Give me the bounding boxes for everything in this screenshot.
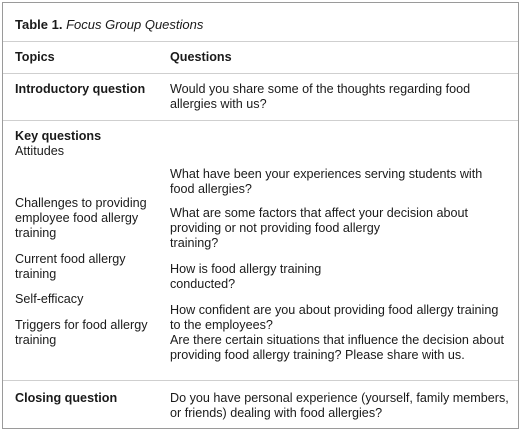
topic-triggers-line: Triggers for food allergy [15,318,148,332]
topic-current-line: training [15,267,57,281]
table-frame [2,2,519,429]
topic-challenges-line: training [15,226,57,240]
key-topic: Key questions [15,129,102,143]
intro-question-line: allergies with us? [170,97,267,111]
header-topics: Topics [15,50,55,64]
topic-triggers-line: training [15,333,57,347]
closing-question-line: or friends) dealing with food allergies? [170,406,383,420]
divider [3,120,518,121]
question-situations-line: providing food allergy training? Please share with us. [170,348,465,362]
question-confident-line: to the employees? [170,318,273,332]
topic-attitudes: Attitudes [15,144,65,158]
question-experiences-line: What have been your experiences serving students with [170,167,483,181]
intro-topic: Introductory question [15,82,146,96]
divider [3,41,518,42]
closing-question-line: Do you have personal experience (yourself, family members, [170,391,509,405]
question-situations-line: Are there certain situations that influence the decision about [170,333,504,347]
table-caption [15,16,203,33]
topic-self-efficacy: Self-efficacy [15,292,84,306]
divider [3,73,518,74]
topic-challenges-line: Challenges to providing [15,196,147,210]
question-confident-line: How confident are you about providing food allergy training [170,303,499,317]
question-experiences-line: food allergies? [170,182,252,196]
divider [3,380,518,381]
intro-question-line: Would you share some of the thoughts regarding food [170,82,471,96]
topic-challenges-line: employee food allergy [15,211,139,225]
question-conducted-line: conducted? [170,277,236,291]
question-conducted-line: How is food allergy training [170,262,322,276]
question-factors-line: What are some factors that affect your decision about [170,206,468,220]
header-questions: Questions [170,50,232,64]
caption-label: Table 1. [15,17,63,32]
question-factors-line: training? [170,236,219,250]
closing-topic: Closing question [15,391,118,405]
topic-current-line: Current food allergy [15,252,126,266]
question-factors-line: providing or not providing food allergy [170,221,381,235]
caption-title: Focus Group Questions [66,17,204,32]
